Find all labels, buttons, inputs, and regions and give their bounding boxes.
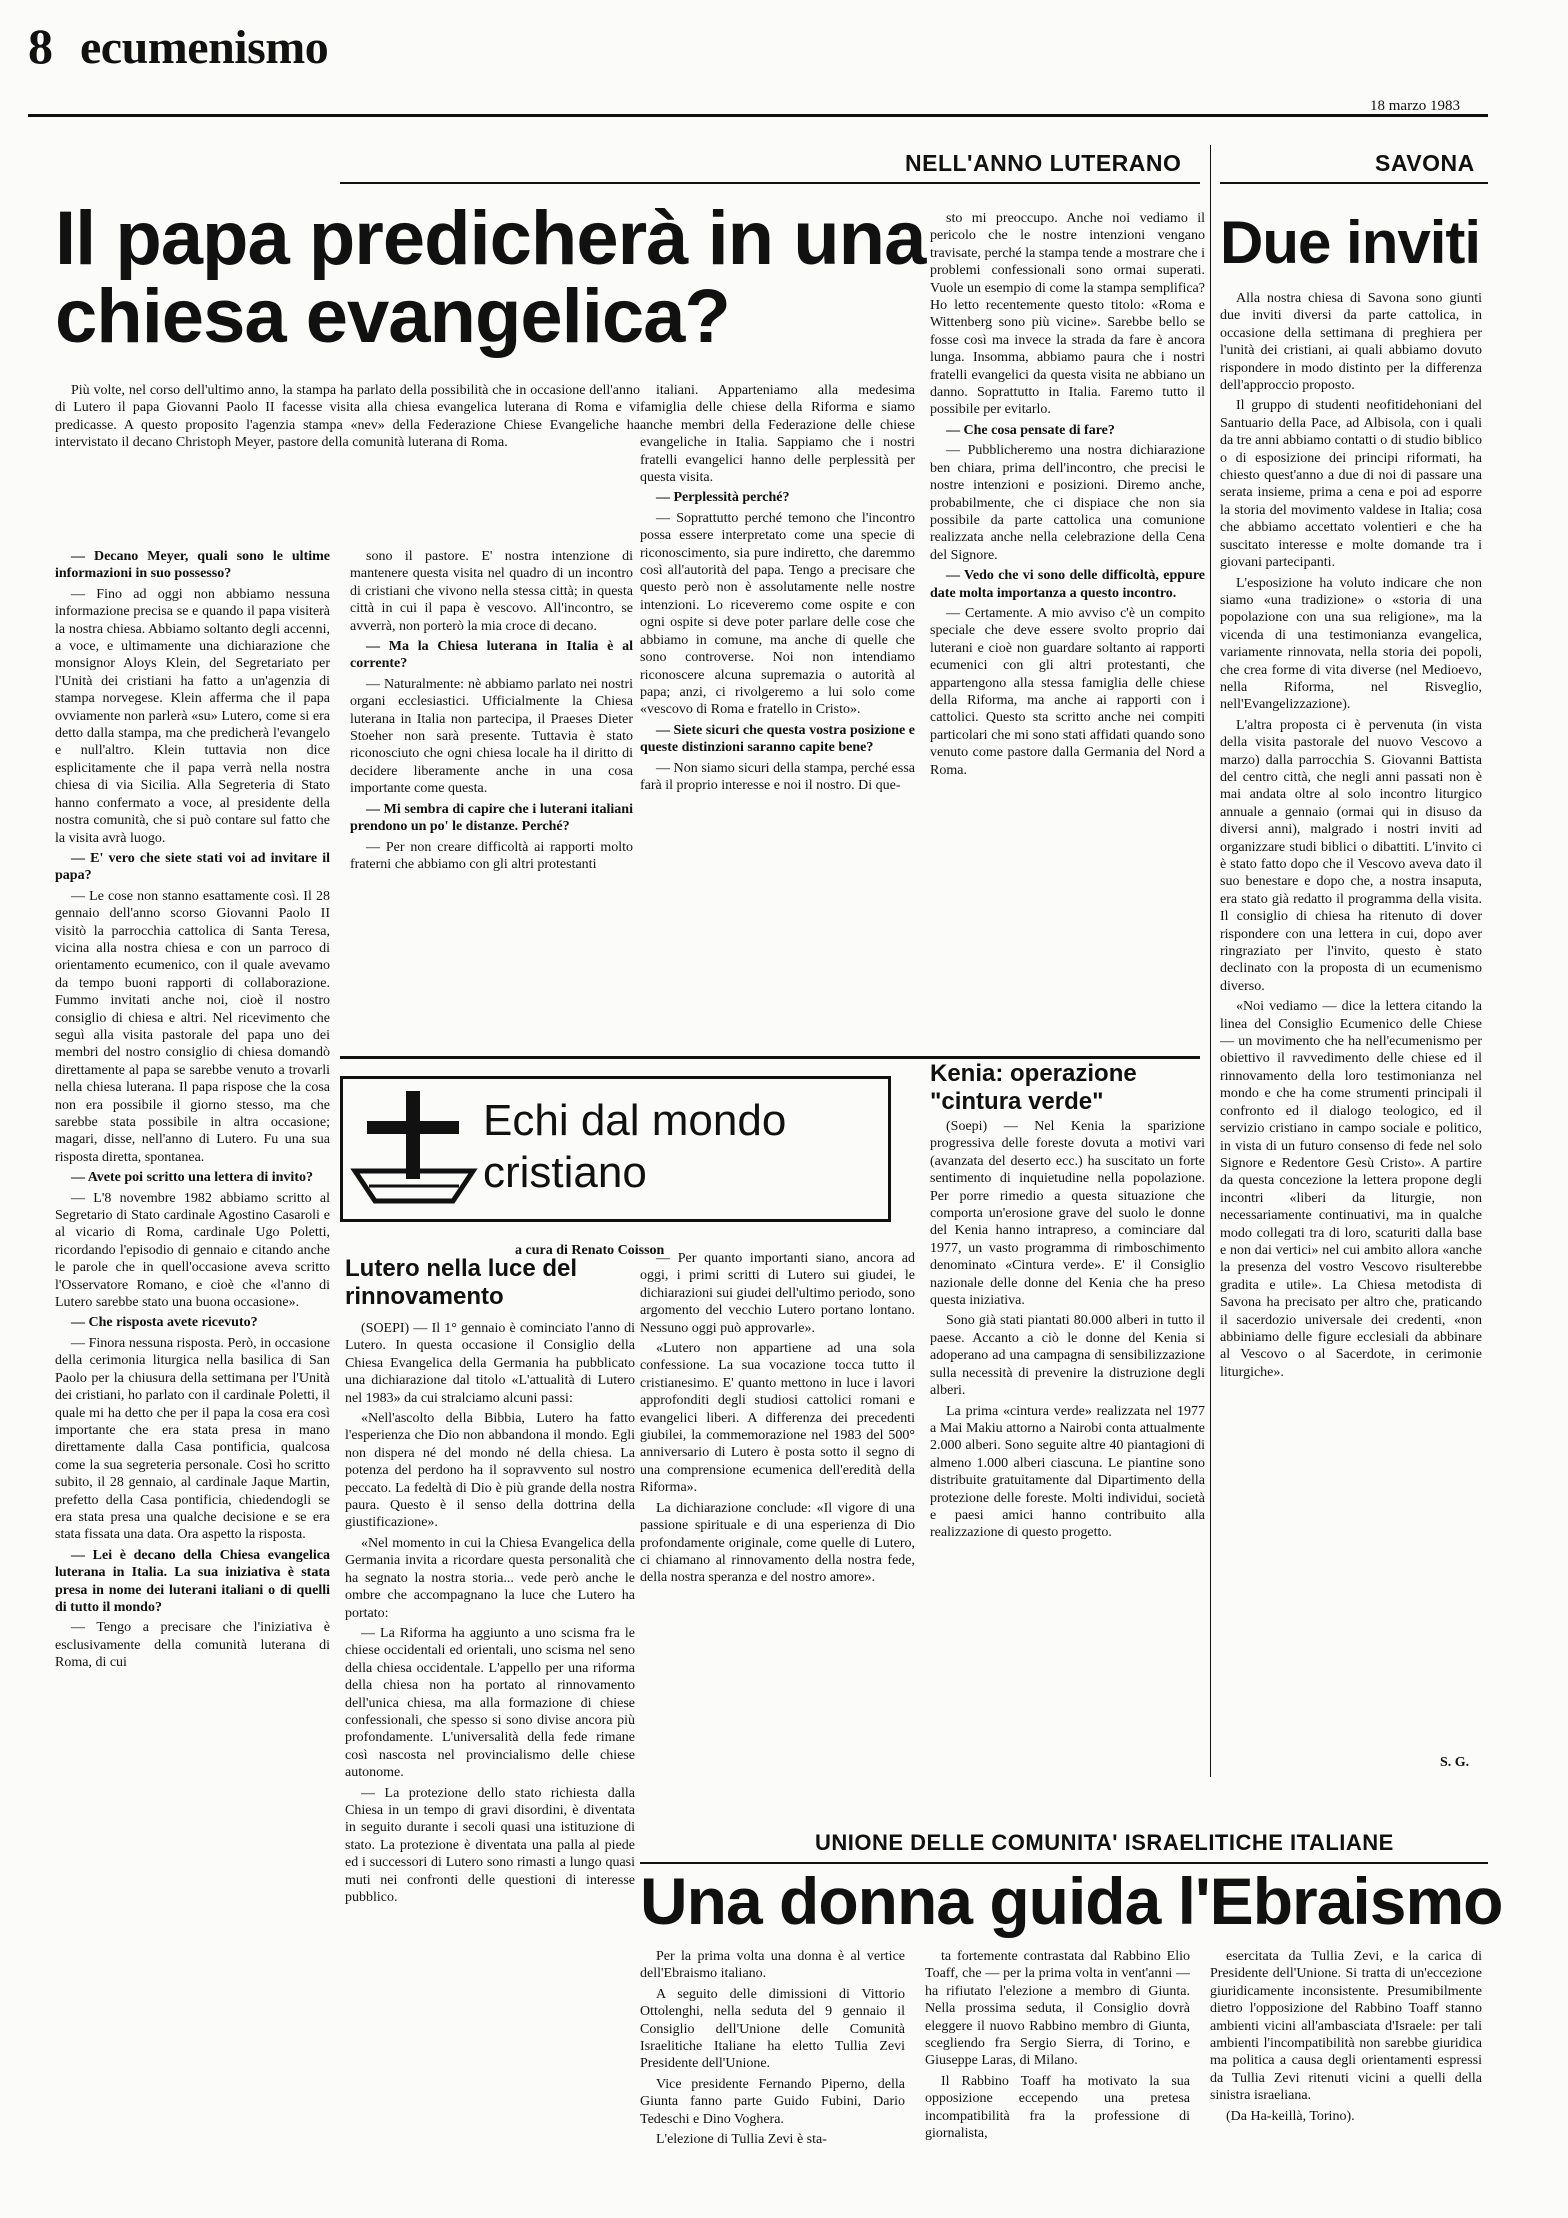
paragraph: — Fino ad oggi non abbiamo nessuna informazione precisa se e quando il papa visiterà la nostra chiesa. Abbiamo soltanto degli accenni, a voce, e ultimamente una dichiarazione che monsignor Aloys Klein, del Segretariato per l'Unità dei cristiani ha fatto a un'agenzia di stampa norvegese. Klein afferma che il papa ovviamente non parlerà «su» Lutero, come si era detto dalla stampa, ma che predicherà l'evangelo e null'altro. Klein tuttavia non dice esplicitamente che il papa verrà nella nostra chiesa di via Sicilia. Alla Segreteria di Stato hanno confermato a voce, al presidente della nostra comunità, che si può contare sul fatto che la visita avrà luogo. <box>55 586 330 846</box>
interview-question: — Che risposta avete ricevuto? <box>71 1315 258 1331</box>
savona-column <box>1220 290 1482 1750</box>
interview-question: — Vedo che vi sono delle difficoltà, eppure date molta importanza a questo incontro. <box>930 568 1205 601</box>
luterano-column-1 <box>55 548 330 2108</box>
interview-question: — Avete poi scritto una lettera di invito? <box>71 1170 313 1186</box>
savona-headline: Due inviti <box>1220 209 1481 276</box>
paragraph: La prima «cintura verde» realizzata nel 1977 a Mai Makiu attorno a Nairobi conta attualmente 2.000 alberi. Sono seguite altre 40 piantagioni di almeno 1.000 alberi ciascuna. Le piantine sono distribuite gratuitamente dal Dipartimento della protezione delle foreste. Molti individui, società e paesi amici hanno contribuito alla realizzazione di questo progetto. <box>930 1403 1205 1541</box>
section-name: ecumenismo <box>80 21 329 74</box>
interview-question: — Siete sicuri che questa vostra posizione e queste distinzioni saranno capite bene? <box>640 722 915 756</box>
interview-question: — Perplessità perché? <box>656 490 790 506</box>
savona-signature: S. G. <box>1440 1755 1470 1770</box>
paragraph: Vice presidente Fernando Piperno, della Giunta fanno parte Guido Fubini, Dario Tedeschi e Dino Voghera. <box>640 2076 905 2127</box>
paragraph: «Nell'ascolto della Bibbia, Lutero ha fatto l'esperienza che Dio non abbandona il mondo. Egli non dispera né del mondo né della chiesa. La potenza del perdono ha il sopravvento sul nostro peccato. La fedeltà di Dio è più grande della nostra paura. Questo è il senso della dottrina della giustificazione». <box>345 1411 635 1531</box>
interview-question: — Mi sembra di capire che i luterani italiani prendono un po' le distanze. Perché? <box>350 801 633 835</box>
paragraph: La dichiarazione conclude: «Il vigore di una passione spirituale e di una esperienza di Dio profondamente originale, come quelle di Lutero, ci chiamano al rinnovamento della nostra fede, della nostra speranza e del nostro amore». <box>640 1500 915 1586</box>
lower-section-rule <box>340 1056 1200 1059</box>
paragraph: Il Rabbino Toaff ha motivato la sua opposizione eccependo una pretesa incompatibilità fra la professione di giornalista, <box>925 2073 1190 2142</box>
paragraph: (Da Ha-keillà, Torino). <box>1226 2108 1355 2124</box>
cross-boat-icon <box>349 1087 479 1207</box>
paragraph: L'elezione di Tullia Zevi è sta- <box>656 2132 827 2148</box>
interview-question: — E' vero che siete stati voi ad invitare il papa? <box>55 850 330 884</box>
paragraph: — Pubblicheremo una nostra dichiarazione ben chiara, prima dell'incontro, che precisi le nostre intenzioni e posizioni. Diremo anche, probabilmente, che ci dispiace che non sia possibile da parte cattolica una comunione realizzata anche nella celebrazione della Cena del Signore. <box>930 443 1205 563</box>
paragraph: — Soprattutto perché temono che l'incontro possa essere interpretato come una specie di riconoscimento, sia pure indiretto, che daremmo così all'autorità del papa. Tengo a precisare che questo però non è assolutamente nelle nostre intenzioni. Lo riceveremo come ospite e con ogni ospite si deve poter parlare delle cose che abbiamo in comune, ma anche di quelle che sono controverse. Noi non intendiamo riconoscere alcuna supremazia o autorità al papa; anzi, ci rivolgeremo a lui solo come «vescovo di Roma e fratello in Cristo». <box>640 510 915 718</box>
paragraph: L'altra proposta ci è pervenuta (in vista della visita pastorale del nuovo Vescovo a marzo) dalla parrocchia S. Giovanni Battista del centro città, che negli anni passati non è mai andata oltre al solo incontro liturgico annuale a gennaio (ormai qui in disuso da diversi anni), malgrado i nostri inviti ad organizzare studi biblici o dibattiti. L'invito ci è stato fatto dopo che il Vescovo aveva dato il suo benestare e dopo che, a nostra insaputa, era stato già redatto il programma della visita. Il consiglio di chiesa ha ritenuto di dover rispondere con una lettera in cui, dopo aver ringraziato per l'invito, questo è stato declinato con la proposta di un ecumenismo diverso. <box>1220 717 1482 994</box>
kenia-headline: Kenia: operazione "cintura verde" <box>930 1060 1137 1115</box>
luterano-column-2 <box>350 548 633 1048</box>
ebraismo-headline: Una donna guida l'Ebraismo <box>640 1864 1503 1938</box>
issue-date: 18 marzo 1983 <box>1370 98 1460 114</box>
ebraismo-kicker: UNIONE DELLE COMUNITA' ISRAELITICHE ITALIANE <box>815 1830 1394 1855</box>
paragraph: sto mi preoccupo. Anche noi vediamo il pericolo che le nostre intenzioni vengano travisate, perché la stampa tende a mostrare che i problemi confessionali sono ormai superati. Vuole un esempio di come la stampa semplifica? Ho letto recentemente questo titolo: «Roma e Wittenberg sono più vicine». Sarebbe bello se fosse così ma invece la strada da fare è ancora lunga. Insomma, abbiamo paura che i nostri fratelli evangelici da questa visita ne abbiano un danno. Soprattutto in Italia. Faremo tutto il possibile per evitarlo. <box>930 211 1205 418</box>
paragraph: — Per quanto importanti siano, ancora ad oggi, i primi scritti di Lutero sui giudei, le dichiarazioni sui giudei dell'ultimo periodo, sono argomento del vecchio Lutero portano lontano. Nessuno oggi può approvarle». <box>640 1251 915 1336</box>
ebraismo-column-1 <box>640 1948 905 2178</box>
paragraph: sono il pastore. E' nostra intenzione di mantenere questa visita nel quadro di un incontro di cristiani che vivono nella stessa città; in questa città in cui il papa è vescovo. All'incontro, se avverrà, non porterò la mia croce di decano. <box>350 549 633 634</box>
paragraph: Sono già stati piantati 80.000 alberi in tutto il paese. Accanto a ciò le donne del Kenia si adoperano ad una campagna di sensibilizzazione sulla necessità di prevenire la distruzione degli alberi. <box>930 1313 1205 1399</box>
paragraph: «Nel momento in cui la Chiesa Evangelica della Germania invita a ricordare questa personalità che ha segnato la nostra storia... vede però anche le ombre che accompagnano la luce che Lutero ha portato: <box>345 1535 635 1621</box>
paragraph: — Finora nessuna risposta. Però, in occasione della cerimonia liturgica nella basilica di San Paolo per la chiusura della settimana per l'Unità dei cristiani, ho parlato con il cardinale Poletti, il quale mi ha detto che per il papa la cosa era così importante che era stata presa in mano direttamente dalla Casa pontificia, qualcosa come la sua segreteria personale. Così ho scritto subito, il 28 gennaio, al cardinale Jaque Martin, prefetto della Casa pontificia, chiedendogli se era stata presa una qualche decisione e se era stata fissata una data. Ora aspetto la risposta. <box>55 1335 330 1543</box>
vertical-column-rule <box>1210 145 1211 1777</box>
paragraph: — Tengo a precisare che l'iniziativa è esclusivamente della comunità luterana di Roma, di cui <box>55 1620 330 1671</box>
paragraph: Alla nostra chiesa di Savona sono giunti due inviti diversi da parte cattolica, in occasione della settimana di preghiera per l'unità dei cristiani, ai quali abbiamo dovuto rispondere in modo distinto per la differenza dell'approccio proposto. <box>1220 291 1482 394</box>
paragraph: — Per non creare difficoltà ai rapporti molto fraterni che abbiamo con gli altri protestanti <box>350 839 633 872</box>
luterano-column-3 <box>640 382 915 1072</box>
luterano-intro <box>55 382 640 554</box>
paragraph: — L'8 novembre 1982 abbiamo scritto al Segretario di Stato cardinale Agostino Casaroli e al vicario di Roma, cardinale Ugo Poletti, ricordando l'episodio di gennaio e citando anche le parole che in quell'occasione aveva scritto l'Osservatore Romano, e cioè che «l'anno di Lutero sarebbe stato una buona occasione». <box>55 1190 330 1311</box>
echi-curator: a cura di Renato Coisson <box>515 1243 665 1258</box>
masthead-rule <box>28 114 1488 117</box>
interview-question: — Che cosa pensate di fare? <box>946 422 1115 438</box>
savona-kicker-rule <box>1220 182 1488 184</box>
luterano-intro-text: Più volte, nel corso dell'ultimo anno, la stampa ha parlato della possibilità che in occasione dell'anno di Lutero il papa Giovanni Paolo II facesse visita alla chiesa evangelica luterana di Roma e vi predicasse. A questo proposito l'agenzia stampa «nev» della Federazione Chiese Evangeliche ha intervistato il decano Christoph Meyer, pastore della comunità luterana di Roma. <box>55 383 640 451</box>
paragraph: — Naturalmente: nè abbiamo parlato nei nostri organi ecclesiastici. Ufficialmente la Chiesa luterana in Italia non partecipa, il Praeses Dieter Stoeher non sarà presente. Tuttavia è stato riconosciuto che ogni chiesa locale ha il diritto di decidere liberamente anche in una cosa importante come questa. <box>350 676 633 797</box>
interview-question: — Decano Meyer, quali sono le ultime informazioni in suo possesso? <box>55 549 330 582</box>
paragraph: (SOEPI) — Il 1° gennaio è cominciato l'anno di Lutero. In questa occasione il Consiglio della Chiesa Evangelica della Germania ha pubblicato una dichiarazione dal titolo «L'attualità di Lutero nel 1983» da cui stralciamo alcuni passi: <box>345 1321 635 1406</box>
ebraismo-column-3 <box>1210 1948 1482 2178</box>
paragraph: «Lutero non appartiene ad una sola confessione. La sua vocazione tocca tutto il cristianesimo. E' quanto mettono in luce i lavori approfonditi degli studiosi cattolici romani e evangelici liberi. A differenza dei precedenti giubilei, la commemorazione nel 1983 del 500° anniversario di Lutero è posta sotto il segno di una comprensione ecumenica dell'eredità della Riforma». <box>640 1341 915 1496</box>
paragraph: — La Riforma ha aggiunto a uno scisma fra le chiese occidentali ed orientali, uno scisma nel seno della chiesa occidentale. L'appello per una riforma della chiesa non ha portato al rinnovamento dell'unica chiesa, ma alla formazione di chiese confessionali, che spesso si sono divise ancora più profondamente. L'universalità della fede rimane così nascosta nel provincialismo delle chiese autonome. <box>345 1625 635 1781</box>
paragraph: L'esposizione ha voluto indicare che non siamo «una tradizione» o «storia di una popolazione con una sua religione», ma la vicenda di una testimonianza evangelica, variamente rinnovata, nella storia dei popoli, che crea forme di vita diverse (nel Medioevo, nella Riforma, nel Risveglio, nell'Evangelizzazione). <box>1220 575 1482 713</box>
echi-box <box>340 1076 891 1222</box>
luterano-kicker: NELL'ANNO LUTERANO <box>905 150 1182 176</box>
paragraph: — Non siamo sicuri della stampa, perché essa farà il proprio interesse e noi il nostro. Di que- <box>640 760 915 793</box>
paragraph: ta fortemente contrastata dal Rabbino Elio Toaff, che — per la prima volta in vent'anni — ha rifiutato l'elezione a membro di Giunta. Nella prossima seduta, il Consiglio dovrà eleggere il nuovo Rabbino membro di Giunta, scegliendo fra Sergio Sierra, di Torino, e Giuseppe Laras, di Milano. <box>925 1949 1190 2069</box>
lutero-column-1 <box>345 1320 635 2090</box>
lutero-column-2 <box>640 1250 915 1780</box>
paragraph: A seguito delle dimissioni di Vittorio Ottolenghi, nella seduta del 9 gennaio il Consiglio dell'Unione delle Comunità Israelitiche Italiane ha eletto Tullia Zevi Presidente dell'Unione. <box>640 1986 905 2072</box>
ebraismo-column-2 <box>925 1948 1190 2178</box>
paragraph: italiani. Apparteniamo alla medesima famiglia delle chiese della Riforma e siamo anche membri della Federazione delle chiese evangeliche in Italia. Sappiamo che i nostri fratelli evangelici hanno delle perplessità per questa visita. <box>640 383 915 486</box>
echi-title: Echi dal mondo cristiano <box>483 1096 787 1197</box>
paragraph: Per la prima volta una donna è al vertice dell'Ebraismo italiano. <box>640 1949 905 1982</box>
paragraph: esercitata da Tullia Zevi, e la carica di Presidente dell'Unione. Si tratta di un'eccezione giuridicamente inconsistente. Presumibilmente dietro l'opposizione del Rabbino Toaff stanno ambienti vicini all'ambasciata d'Israele: per tali ambienti l'incompatibilità non sarebbe giuridica ma politica a causa degli orientamenti espressi da Tullia Zevi ritenuti vicini a quelli della sinistra israeliana. <box>1210 1949 1482 2104</box>
kenia-column <box>930 1118 1205 1778</box>
savona-kicker: SAVONA <box>1375 150 1475 176</box>
interview-question: — Lei è decano della Chiesa evangelica luterana in Italia. La sua iniziativa è stata presa in nome dei luterani italiani o di quelli di tutto il mondo? <box>55 1547 330 1615</box>
paragraph: — La protezione dello stato richiesta dalla Chiesa in un tempo di gravi disordini, è diventata in seguito durante i secoli quasi una istituzione di stato. La protezione è diventata una palla al piede ed i successori di Lutero sono rimasti a lungo quasi muti nei confronti delle questioni di interesse pubblico. <box>345 1785 635 1905</box>
paragraph: — Certamente. A mio avviso c'è un compito speciale che deve essere svolto proprio dai luterani e cioè non guardare soltanto ai rapporti ecumenici con gli altri protestanti, che appartengono alla stessa famiglia delle chiese della Riforma, ma anche ai rapporti con i cattolici. Questo sta scritto anche nei compiti particolari che mi sono stati affidati quando sono venuto come pastore dalla Germania del Nord a Roma. <box>930 605 1205 778</box>
luterano-headline: Il papa predicherà in una chiesa evangelica? <box>55 196 926 359</box>
luterano-kicker-rule <box>340 182 1200 184</box>
paragraph: Il gruppo di studenti neofitidehoniani del Santuario della Pace, ad Albisola, con i quali da tre anni abbiamo contatti o di studio biblico o di esposizione dei principi riformati, ha chiesto quest'anno a due di noi di passare una serata insieme, prima a cena e poi ad esporre la storia del movimento valdese in Italia; cosa che abbiamo accettato volentieri e che ha suscitato interesse e molte domande tra i giovani partecipanti. <box>1220 398 1482 571</box>
paragraph: — Le cose non stanno esattamente così. Il 28 gennaio dell'anno scorso Giovanni Paolo II visitò la parrocchia cattolica di Santa Teresa, vicina alla nostra chiesa e con un parroco di orientamento ecumenico, con il quale avevamo da tempo buoni rapporti di collaborazione. Fummo invitati anche noi, cioè il nostro consiglio di chiesa e altri. Nel ricevimento che seguì alla visita pastorale del papa uno dei membri del nostro consiglio di chiesa domandò direttamente al papa se sarebbe venuto a trovarli nella chiesa luterana. Il papa rispose che la cosa non era possibile il giorno stesso, ma che sarebbe stata possibile in altra occasione; magari, disse, nell'anno di Lutero. Fu una sua risposta diretta, spontanea. <box>55 888 330 1165</box>
page-number: 8 <box>28 18 53 74</box>
lutero-headline: Lutero nella luce del rinnovamento <box>345 1255 578 1310</box>
paragraph: (Soepi) — Nel Kenia la sparizione progressiva delle foreste dovuta a motivi vari (avanzata del deserto ecc.) ha suscitato un forte sentimento di inquietudine nella popolazione. Per porre rimedio a questa situazione che comporta un'erosione grave del suolo le donne del Kenia hanno intrapreso, a cominciare dal 1977, un vasto programma di rimboschimento denominato «Cintura verde». E' il Consiglio nazionale delle donne del Kenia che ha preso questa iniziativa. <box>930 1119 1205 1309</box>
interview-question: — Ma la Chiesa luterana in Italia è al corrente? <box>350 639 633 672</box>
paragraph: «Noi vediamo — dice la lettera citando la linea del Consiglio Ecumenico delle Chiese — un movimento che ha nell'ecumenismo per obiettivo il ravvedimento delle chiese ed il rinnovamento della loro testimonianza nel mondo e che ha come strumenti principali il confronto ed il dialogo teologico, ed il servizio cristiano in campo sociale e politico, in vista di un futuro consenso di fede nel solo Signore e Redentore Gesù Cristo». A partire da questa concezione la lettera propone degli incontri «liberi da liturgie, non necessariamente continuativi, ma in qualche modo collegati tra di loro, scaturiti dalla base e non dai vertici» nel cui ambito allora «anche la presenza del vostro Vescovo risulterebbe gradita e utile». La Chiesa metodista di Savona ha precisato per altro che, praticando il sacerdozio universale dei credenti, «non abbiniamo delle figure ecclesiali da abbinare al Vescovo o al Sacerdote, in cerimonie liturgiche». <box>1220 999 1482 1380</box>
luterano-column-4 <box>930 210 1205 1060</box>
